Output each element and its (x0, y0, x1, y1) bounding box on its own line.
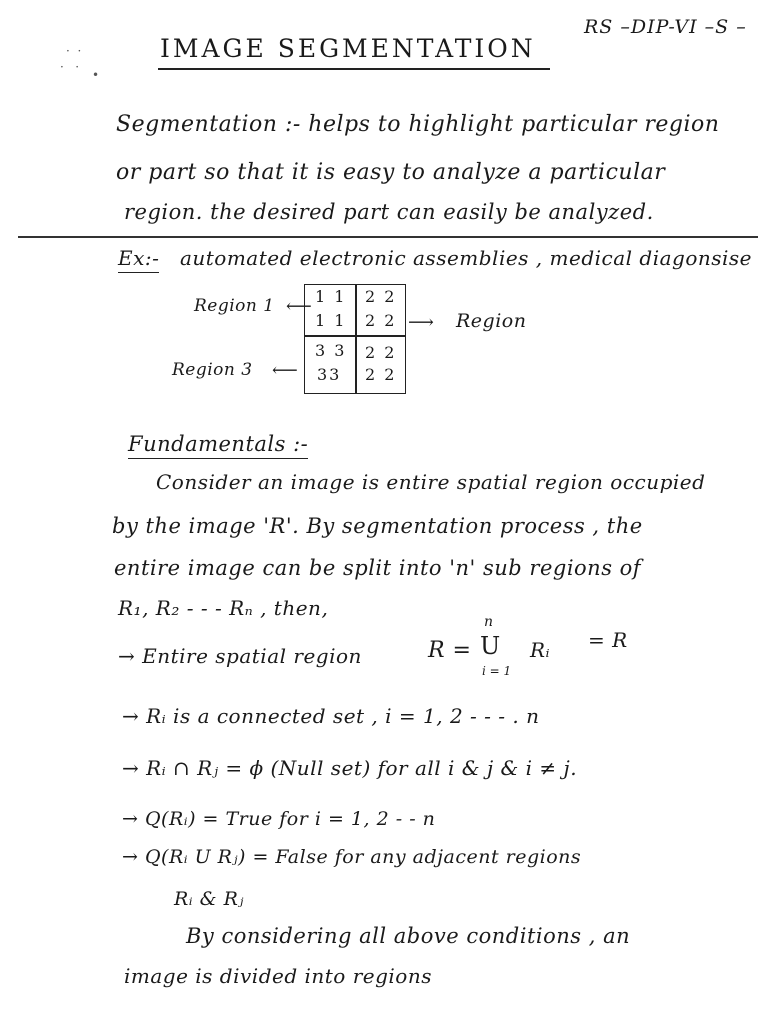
example-label: Ex:- (118, 246, 159, 273)
arrow-left-icon: ⟵ (272, 360, 298, 381)
margin-marks: • (92, 68, 100, 82)
paragraph-line: R₁, R₂ - - - Rₙ , then, (118, 596, 329, 620)
definition-line: Segmentation :- helps to highlight particular region (116, 112, 720, 137)
union-lhs: R = (428, 638, 472, 663)
union-upper-limit: n (484, 614, 494, 630)
closing-line: image is divided into regions (124, 964, 432, 988)
grid-cell: 2 2 (365, 365, 397, 384)
grid-divider (305, 335, 405, 337)
arrow-right-icon: ⟶ (408, 312, 434, 333)
region1-label: Region 1 (194, 296, 275, 316)
example-line (118, 246, 752, 270)
arrow-left-icon: ⟵ (286, 296, 312, 317)
margin-marks: · · (60, 60, 80, 74)
grid-cell: 2 2 (365, 343, 397, 362)
union-rhs: = R (588, 628, 628, 652)
union-prefix: → Entire spatial region (118, 644, 362, 668)
page-reference: RS –DIP-VI –S – (584, 16, 747, 38)
divider-line (18, 236, 758, 238)
condition-line: → Q(Rᵢ U Rⱼ) = False for any adjacent regions (122, 846, 582, 868)
paragraph-line: by the image 'R'. By segmentation process , the (112, 514, 643, 538)
definition-line: region. the desired part can easily be analyzed. (124, 200, 654, 224)
union-term: Rᵢ (530, 638, 551, 662)
paragraph-line: entire image can be split into 'n' sub regions of (114, 556, 642, 580)
condition-line: → Rᵢ is a connected set , i = 1, 2 - - - . n (122, 704, 540, 728)
region3-label: Region 3 (172, 360, 253, 380)
condition-line: → Rᵢ ∩ Rⱼ = ϕ (Null set) for all i & j & i ≠ j. (122, 756, 578, 780)
region-grid (304, 284, 406, 394)
condition-line: → Q(Rᵢ) = True for i = 1, 2 - - n (122, 808, 436, 830)
region-label: Region (456, 310, 527, 332)
grid-cell: 3 3 (315, 341, 347, 360)
grid-cell: 1 1 (315, 311, 347, 330)
grid-cell: 33 (317, 365, 342, 384)
margin-marks: · · (66, 44, 82, 58)
closing-line: By considering all above conditions , an (186, 924, 631, 948)
definition-line: or part so that it is easy to analyze a particular (116, 160, 666, 185)
paragraph-line: Consider an image is entire spatial region occupied (156, 470, 706, 494)
condition-line: Rᵢ & Rⱼ (174, 888, 244, 910)
fundamentals-heading: Fundamentals :- (128, 432, 308, 459)
grid-cell: 1 1 (315, 287, 347, 306)
grid-cell: 2 2 (365, 287, 397, 306)
union-lower-limit: i = 1 (482, 664, 512, 678)
title-underline (158, 68, 550, 70)
example-text: automated electronic assemblies , medical diagonsise (179, 246, 753, 270)
page-title: IMAGE SEGMENTATION (160, 34, 536, 63)
section-heading (128, 432, 308, 456)
grid-cell: 2 2 (365, 311, 397, 330)
grid-divider (355, 285, 357, 393)
union-symbol: U (480, 632, 501, 660)
